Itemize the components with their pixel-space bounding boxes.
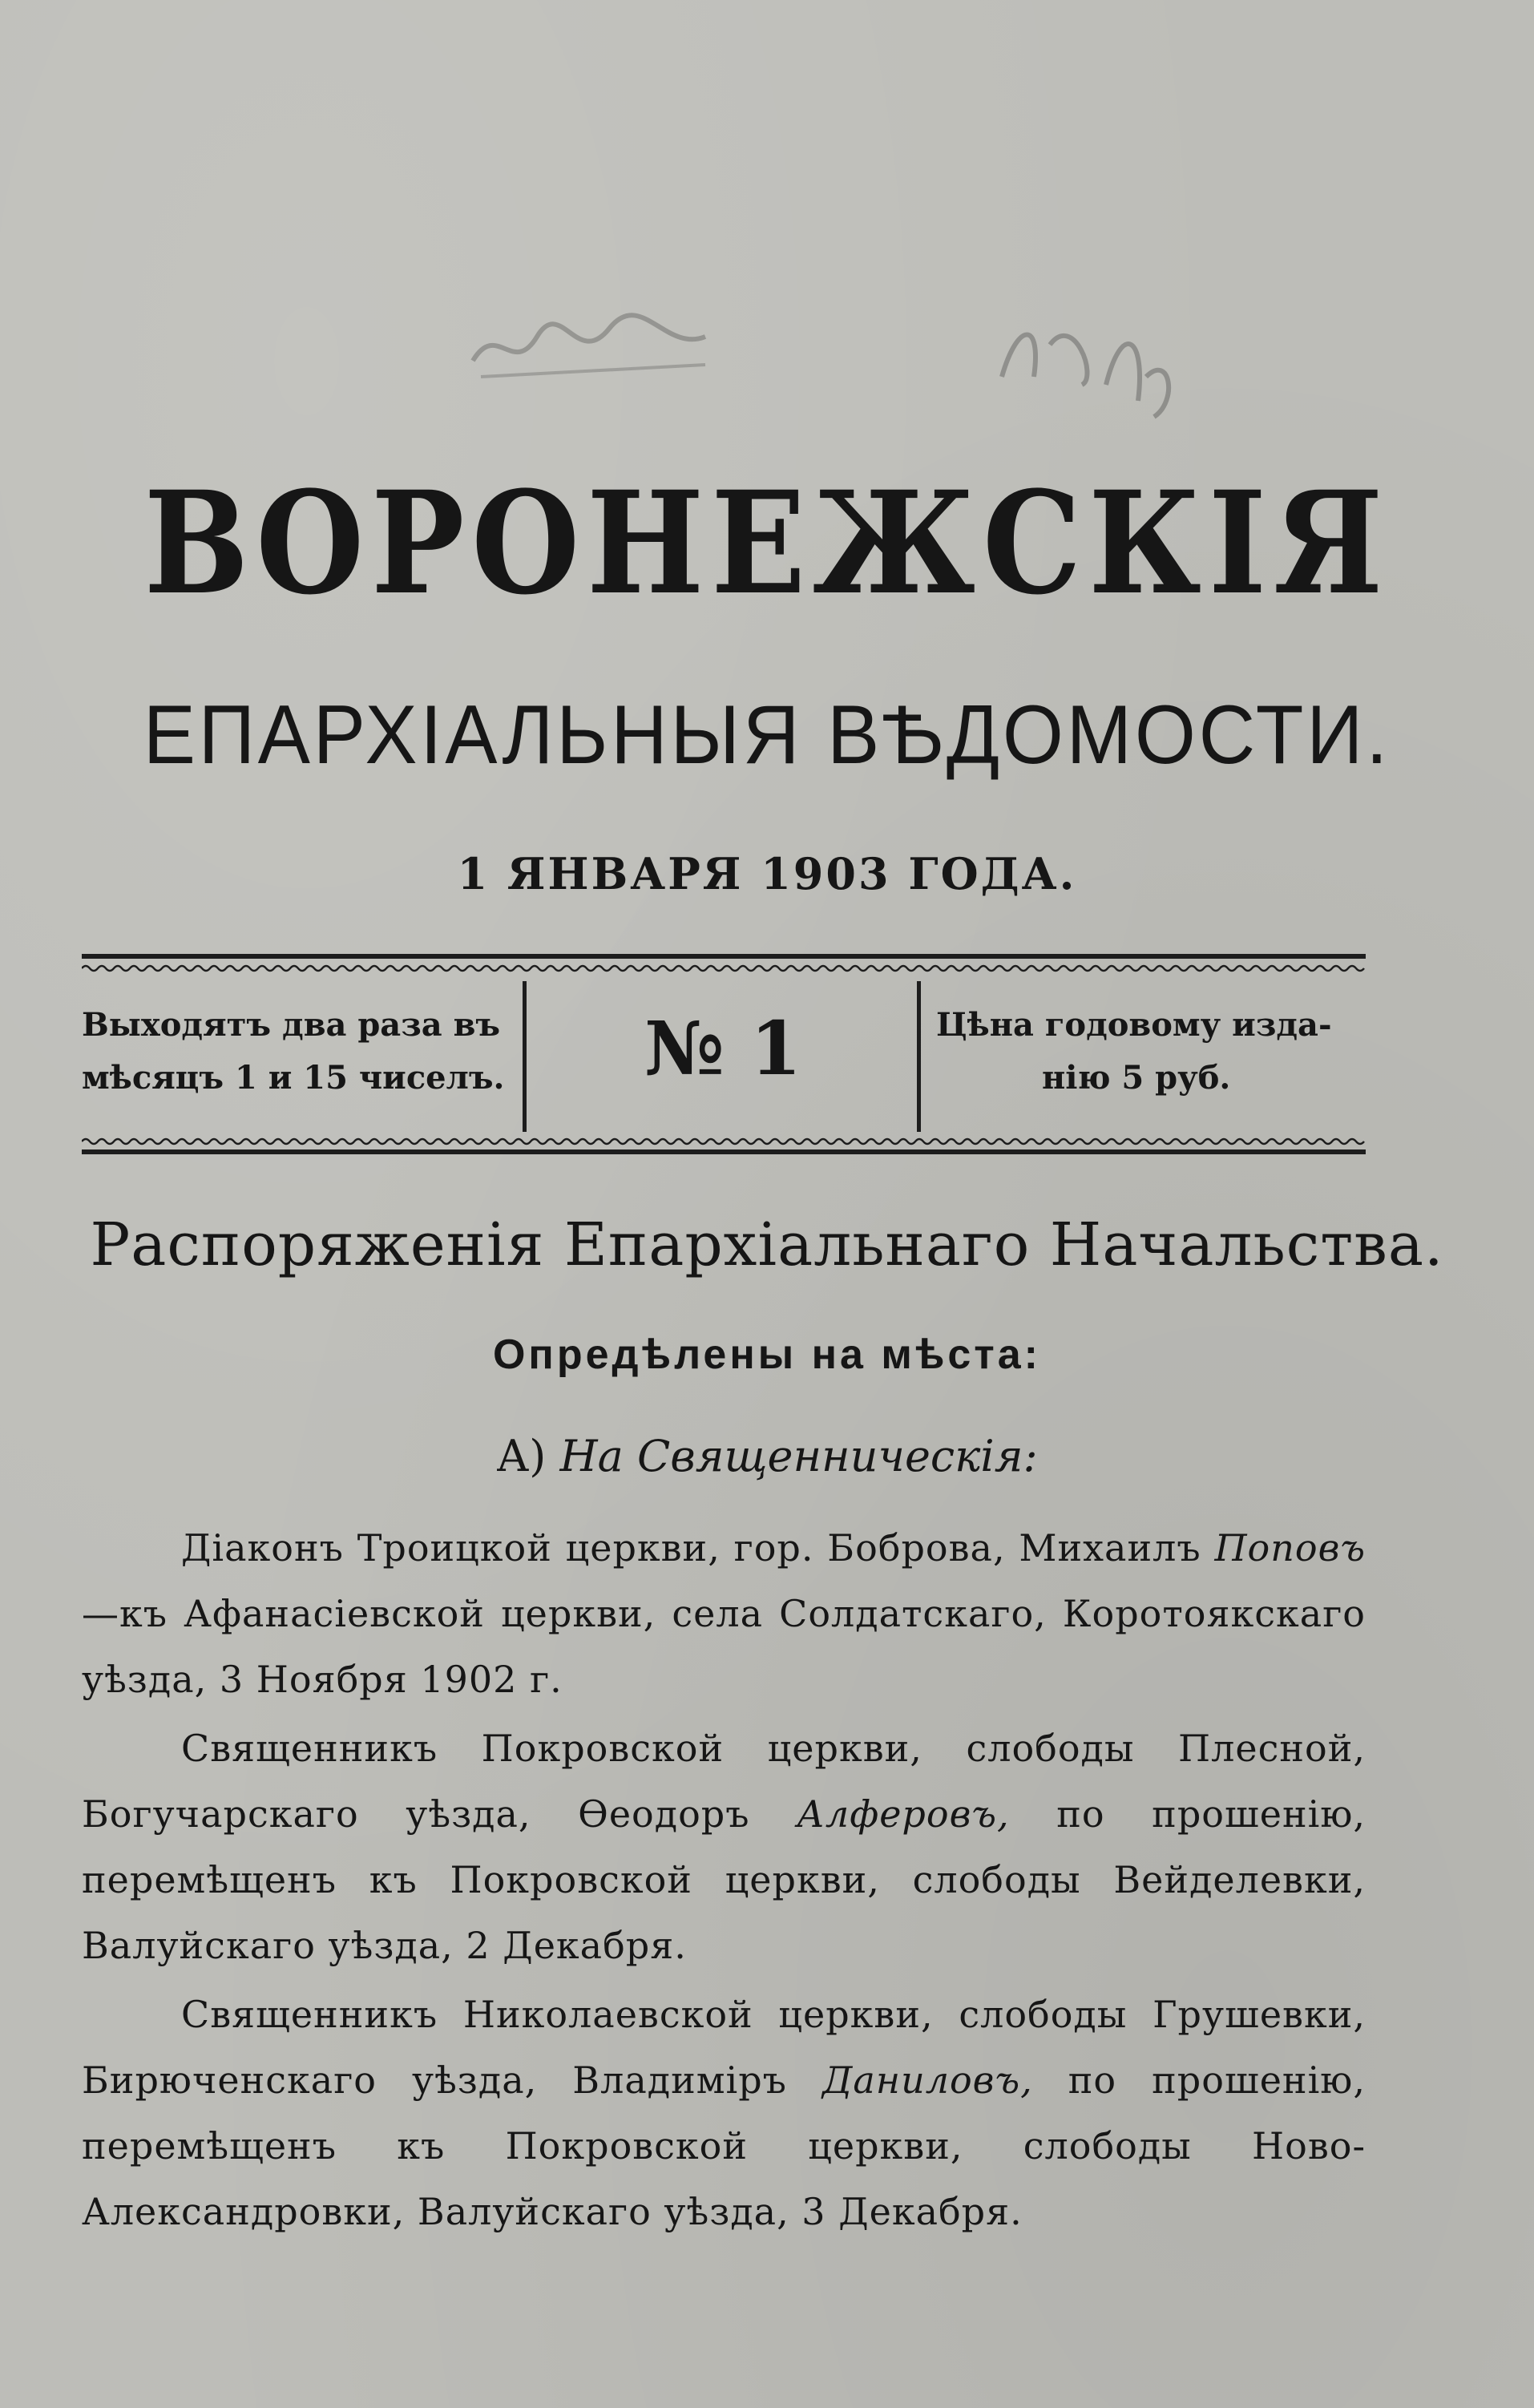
price-line-2: нію 5 руб. xyxy=(1042,1059,1231,1097)
subsection-heading xyxy=(0,1431,1534,1481)
paragraph-3-surname: Даниловъ, xyxy=(821,2059,1033,2102)
paragraph-1-text-a: Діаконъ Троицкой церкви, гор. Боброва, Михаилъ xyxy=(181,1526,1215,1570)
paragraph-2-text-b: по прошенію, перемѣщенъ къ Покровской церкви, слободы Вейделевки, Валуйскаго уѣзда, 2 Декабря. xyxy=(82,1792,1366,1967)
frequency-line-1: Выходятъ два раза въ xyxy=(82,1006,501,1044)
price-line-1: Цѣна годовому изда- xyxy=(936,1006,1332,1044)
subsection-title: На Священническія: xyxy=(559,1431,1038,1481)
top-rule xyxy=(82,954,1366,959)
section-subheading: Опредѣлены на мѣста: xyxy=(492,1331,1042,1378)
paragraph-3 xyxy=(82,1982,1366,2244)
paragraph-3-text-b: по прошенію, перемѣщенъ къ Покровской церкви, слободы Ново-Александровки, Валуйскаго уѣзда, 3 Декабря. xyxy=(82,2059,1366,2233)
masthead-subtitle: ЕПАРХІАЛЬНЫЯ ВѢДОМОСТИ. xyxy=(143,689,1391,782)
bottom-wave-rule xyxy=(82,1137,1366,1146)
paragraph-1-text-b: —къ Афанасіевской церкви, села Солдатскаго, Коротоякскаго уѣзда, 3 Ноября 1902 г. xyxy=(82,1592,1366,1701)
paragraph-1 xyxy=(82,1515,1366,1712)
issue-number: № 1 xyxy=(644,1005,802,1092)
paragraph-1-surname: Поповъ xyxy=(1214,1526,1366,1570)
paragraph-2 xyxy=(82,1715,1366,1978)
issue-date: 1 ЯНВАРЯ 1903 ГОДА. xyxy=(457,848,1077,899)
column-divider-left xyxy=(523,981,527,1132)
subsection-label: А) xyxy=(496,1431,547,1481)
publication-info-bar xyxy=(82,978,1366,1132)
section-heading: Распоряженія Епархіальнаго Начальства. xyxy=(90,1210,1444,1279)
paragraph-2-text-a: Священникъ Покровской церкви, слободы Плесной, Богучарскаго уѣзда, Ѳеодоръ xyxy=(82,1727,1366,1836)
frequency-line-2: мѣсяцъ 1 и 15 чиселъ. xyxy=(82,1059,505,1097)
masthead-title: ВОРОНЕЖСКІЯ xyxy=(143,460,1391,626)
price-info xyxy=(936,999,1366,1105)
paragraph-2-surname: Алферовъ, xyxy=(797,1792,1010,1836)
bottom-rule xyxy=(82,1149,1366,1154)
frequency-info xyxy=(82,999,515,1105)
paragraph-3-text-a: Священникъ Николаевской церкви, слободы Грушевки, Бирюченскаго уѣзда, Владиміръ xyxy=(82,1993,1366,2102)
article-body xyxy=(82,1515,1366,2248)
column-divider-right xyxy=(917,981,921,1132)
top-wave-rule xyxy=(82,964,1366,973)
